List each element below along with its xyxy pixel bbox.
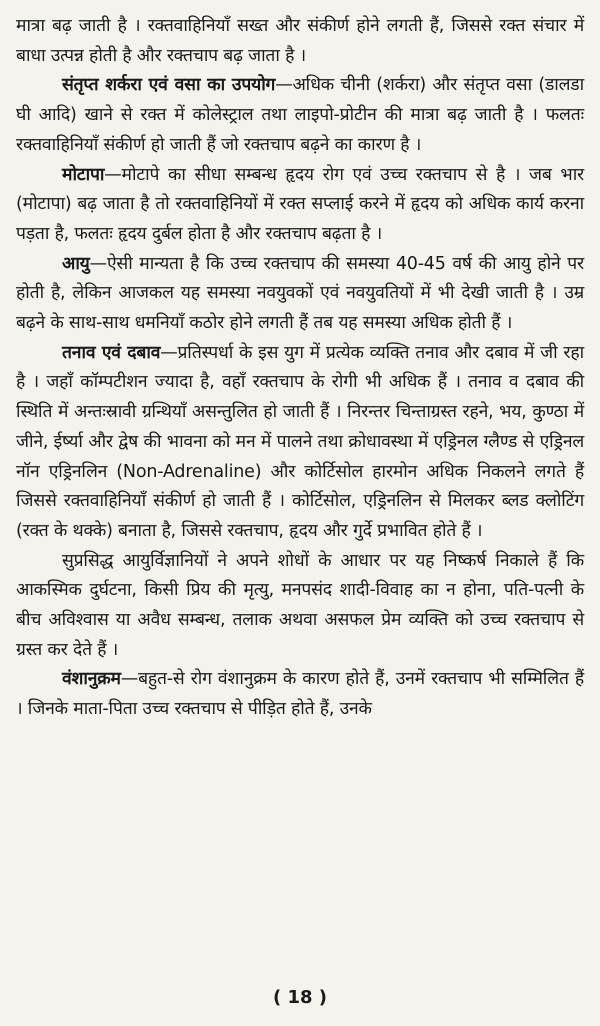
paragraph-heredity	[16, 665, 584, 724]
paragraph-saturated-sugar-fat	[16, 71, 584, 160]
paragraph-text: —अधिक चीनी (शर्करा) और संतृप्त वसा (डालडा घी आदि) खाने से रक्त में कोलेस्ट्राल तथा लाइपो-प्रोटीन की मात्रा बढ़ जाती है । फलतः रक्तवाहिनियाँ संकीर्ण हो जाती हैं जो रक्तचाप बढ़ने का कारण है ।	[16, 75, 585, 155]
paragraph-text: —ऐसी मान्यता है कि उच्च रक्तचाप की समस्या 40-45 वर्ष की आयु होने पर होती है, लेकिन आजकल यह समस्या नवयुवकों एवं नवयुवतियों में भी देखी जाती है । उम्र बढ़ने के साथ-साथ धमनियाँ कठोर होने लगती हैं तब यह समस्या अधिक होती हैं ।	[16, 253, 584, 334]
section-heading: तनाव एवं दबाव	[62, 342, 161, 363]
paragraph-age	[16, 250, 584, 339]
paragraph-text: —बहुत-से रोग वंशानुक्रम के कारण होते हैं, उनमें रक्तचाप भी सम्मिलित हैं । जिनके माता-पिता उच्च रक्तचाप से पीड़ित होते हैं, उनके	[16, 669, 584, 720]
paragraph-stress	[16, 339, 584, 547]
paragraph-text: —मोटापे का सीधा सम्बन्ध हृदय रोग एवं उच्च रक्तचाप से है । जब भार (मोटापा) बढ़ जाता है तो रक्तवाहिनियों में रक्त सप्लाई करने में हृदय को अधिक कार्य करना पड़ता है, फलतः हृदय दुर्बल होता है और रक्तचाप बढ़ता है ।	[16, 164, 584, 244]
section-heading: मोटापा	[62, 164, 105, 185]
section-heading: वंशानुक्रम	[62, 669, 121, 690]
paragraph-text: सुप्रसिद्ध आयुर्विज्ञानियों ने अपने शोधों के आधार पर यह निष्कर्ष निकाले हैं कि आकस्मिक दुर्घटना, किसी प्रिय की मृत्यु, मनपसंद शादी-विवाह का न होना, पति-पत्नी के बीच अविश्वास या अवैध सम्बन्ध, तलाक अथवा असफल प्रेम व्यक्ति को उच्च रक्तचाप से ग्रस्त कर देते हैं ।	[16, 550, 584, 660]
paragraph-text: —प्रतिस्पर्धा के इस युग में प्रत्येक व्यक्ति तनाव और दबाव में जी रहा है । जहाँ कॉम्पटीशन ज्यादा है, वहाँ रक्तचाप के रोगी भी अधिक हैं । तनाव व दबाव की स्थिति में अन्तःस्रावी ग्रन्थियाँ असन्तुलित हो जाती हैं । निरन्तर चिन्ताग्रस्त रहने, भय, कुण्ठा में जीने, ईर्ष्या और द्वेष की भावना को मन में पालने तथा क्रोधावस्था में एड्रिनल ग्लैण्ड से एड्रिनल नॉन एड्रिनलिन (Non-Adrenaline) और कोर्टिसोल हारमोन अधिक निकलने लगते हैं जिससे रक्तवाहिनियाँ संकीर्ण हो जाती हैं । कोर्टिसोल, एड्रिनलिन से मिलकर ब्लड क्लोटिंग (रक्त के थक्के) बनाता है, जिससे रक्तचाप, हृदय और गुर्दे प्रभावित होते हैं ।	[16, 342, 585, 541]
paragraph-research-findings	[16, 547, 584, 666]
page-number: ( 18 )	[272, 987, 328, 1008]
book-page	[16, 12, 584, 1012]
paragraph-text: मात्रा बढ़ जाती है । रक्तवाहिनियाँ सख्त और संकीर्ण होने लगती हैं, जिससे रक्त संचार में बाधा उत्पन्न होती है और रक्तचाप बढ़ जाता है ।	[16, 16, 584, 66]
paragraph-continuation	[16, 12, 584, 71]
section-heading: संतृप्त शर्करा एवं वसा का उपयोग	[62, 75, 276, 96]
section-heading: आयु	[62, 253, 90, 274]
paragraph-obesity	[16, 161, 584, 250]
